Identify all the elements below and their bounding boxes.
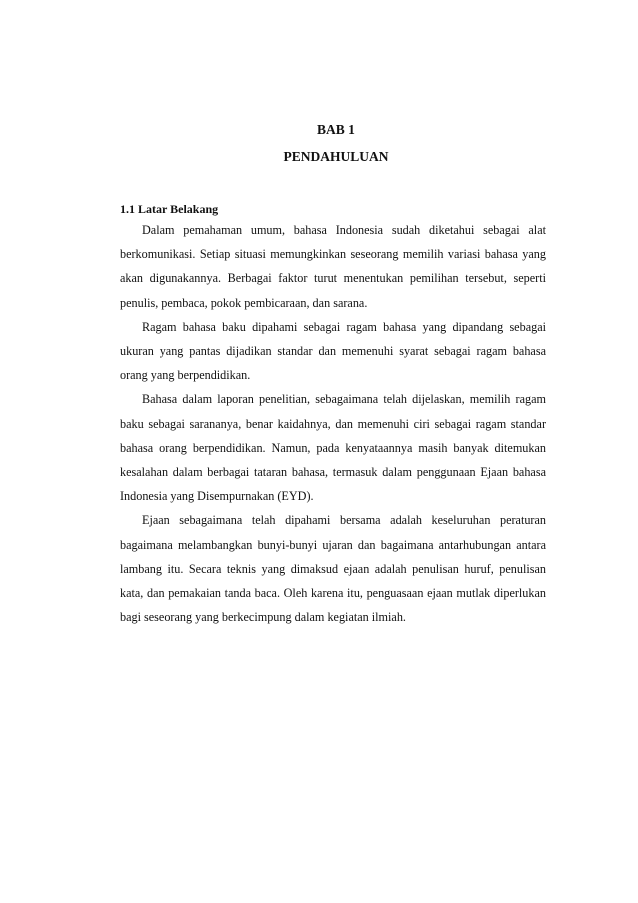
chapter-label: BAB 1 bbox=[317, 122, 355, 137]
paragraph: Ejaan sebagaimana telah dipahami bersama adalah keseluruhan peraturan bagaimana melambangkan bunyi-bunyi ujaran dan bagaimana antarhubungan antara lambang itu. Secara teknis yang dimaksud ejaan adalah penulisan huruf, penulisan kata, dan pemakaian tanda baca. Oleh karena itu, penguasaan ejaan mutlak diperlukan bagi seseorang yang berkecimpung dalam kegiatan ilmiah. bbox=[120, 513, 546, 625]
section-body bbox=[120, 218, 546, 629]
paragraph: Dalam pemahaman umum, bahasa Indonesia sudah diketahui sebagai alat berkomunikasi. Setiap situasi memungkinkan seseorang memilih variasi bahasa yang akan digunakannya. Berbagai faktor turut menentukan pemilihan tersebut, seperti penulis, pembaca, pokok pembicaraan, dan sarana. bbox=[120, 223, 546, 310]
section-heading: 1.1 Latar Belakang bbox=[120, 202, 219, 216]
chapter-title: PENDAHULUAN bbox=[283, 149, 389, 164]
paragraph: Bahasa dalam laporan penelitian, sebagaimana telah dijelaskan, memilih ragam baku sebagai sarananya, benar kaidahnya, dan memenuhi ciri sebagai ragam standar bahasa orang berpendidikan. Namun, pada kenyataannya masih banyak ditemukan kesalahan dalam berbagai tataran bahasa, termasuk dalam penggunaan Ejaan bahasa Indonesia yang Disempurnakan (EYD). bbox=[120, 392, 546, 504]
paragraph: Ragam bahasa baku dipahami sebagai ragam bahasa yang dipandang sebagai ukuran yang pantas dijadikan standar dan memenuhi syarat sebagai ragam bahasa orang yang berpendidikan. bbox=[120, 319, 546, 383]
